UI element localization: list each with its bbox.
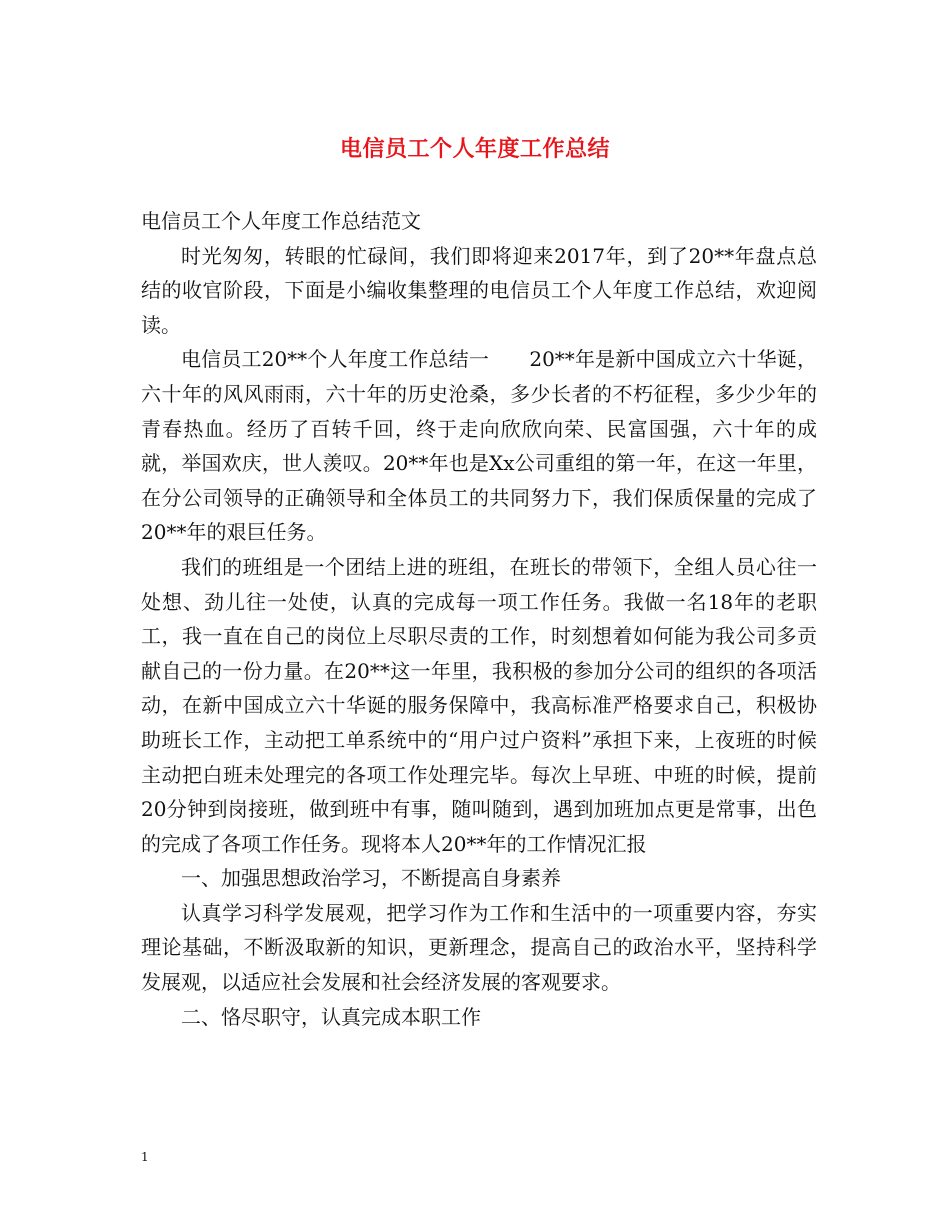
document-title: 电信员工个人年度工作总结 [339, 136, 610, 162]
subtitle-paragraph: 电信员工个人年度工作总结范文 [141, 209, 421, 233]
team-paragraph: 我们的班组是一个团结上进的班组，在班长的带领下，全组人员心往一处想、劲儿往一处使，认真的完成每一项工作任务。我做一名18年的老职工，我一直在自己的岗位上尽职尽责的工作，时刻想着如何能为我公司多贡献自己的一份力量。在20**这一年里，我积极的参加分公司的组织的各项活动，在新中国成立六十华诞的服务保障中，我高标准严格要求自己，积极协助班长工作，主动把工单系统中的“用户过户资料”承担下来，上夜班的时候主动把白班未处理完的各项工作处理完毕。每次上早班、中班的时候，提前20分钟到岗接班，做到班中有事，随叫随到，遇到加班加点更是常事，出色的完成了各项工作任务。现将本人20**年的工作情况汇报 [141, 554, 817, 856]
intro-paragraph: 时光匆匆，转眼的忙碌间，我们即将迎来2017年，到了20**年盘点总结的收官阶段，下面是小编收集整理的电信员工个人年度工作总结，欢迎阅读。 [141, 243, 817, 337]
section-heading-1: 一、加强思想政治学习，不断提高自身素养 [181, 866, 561, 891]
page-number: 1 [141, 1150, 149, 1164]
section-1-paragraph: 认真学习科学发展观，把学习作为工作和生活中的一项重要内容，夯实理论基础，不断汲取新的知识，更新理念，提高自己的政治水平，坚持科学发展观，以适应社会发展和社会经济发展的客观要求。 [141, 900, 817, 995]
section-heading-2: 二、恪尽职守，认真完成本职工作 [181, 1004, 481, 1029]
summary-paragraph-1: 电信员工20**个人年度工作总结一 20**年是新中国成立六十华诞，六十年的风风雨雨，六十年的历史沧桑，多少长者的不朽征程，多少少年的青春热血。经历了百转千回，终于走向欣欣向荣、民富国强，六十年的成就，举国欢庆，世人羡叹。20**年也是Xx公司重组的第一年，在这一年里，在分公司领导的正确领导和全体员工的共同努力下，我们保质保量的完成了20**年的艰巨任务。 [141, 347, 817, 545]
document-body [141, 204, 817, 1034]
